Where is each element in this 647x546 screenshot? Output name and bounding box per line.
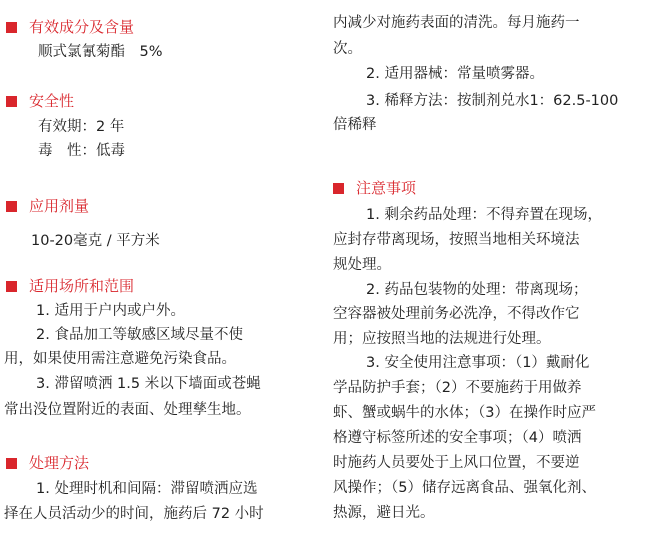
- heading-text: 有效成分及含量: [29, 18, 135, 36]
- notice-line: 时施药人员要处于上风口位置，不要逆: [333, 455, 580, 471]
- notice-line: 空容器被处理前务必洗净，不得改作它: [333, 306, 580, 322]
- section-heading-dosage: [6, 196, 89, 216]
- heading-text: 注意事项: [356, 179, 417, 197]
- safety-line-shelf-life: 有效期：2 年: [38, 119, 125, 135]
- notice-line: 2. 药品包装物的处理：带离现场；: [366, 282, 588, 298]
- notice-line: 用；应按照当地的法规进行处理。: [333, 331, 551, 347]
- section-heading-scope: [6, 276, 134, 296]
- section-heading-method: [6, 453, 89, 473]
- heading-text: 安全性: [29, 92, 75, 110]
- notice-line: 学品防护手套；（2）不要施药于用做养: [333, 380, 582, 396]
- notice-line: 虾、蟹或蜗牛的水体；（3）在操作时应严: [333, 405, 596, 421]
- notice-line: 3. 安全使用注意事项：（1）戴耐化: [366, 355, 590, 371]
- heading-text: 应用剂量: [29, 197, 90, 215]
- scope-line: 1. 适用于户内或户外。: [36, 303, 185, 319]
- dosage-line: 10-20毫克 / 平方米: [31, 233, 160, 249]
- square-bullet-icon: [6, 96, 17, 107]
- method-cont-line: 2. 适用器械：常量喷雾器。: [366, 66, 544, 82]
- square-bullet-icon: [333, 183, 344, 194]
- notice-line: 1. 剩余药品处理：不得弃置在现场，: [366, 207, 602, 223]
- scope-line: 用，如果使用需注意避免污染食品。: [4, 351, 236, 367]
- method-line: 择在人员活动少的时间，施药后 72 小时: [4, 506, 264, 522]
- method-cont-line: 内减少对施药表面的清洗。每月施药一: [333, 15, 580, 31]
- safety-line-toxicity: 毒 性：低毒: [38, 143, 125, 159]
- heading-text: 适用场所和范围: [29, 277, 135, 295]
- section-heading-composition: [6, 17, 134, 37]
- square-bullet-icon: [6, 458, 17, 469]
- notice-line: 热源，避日光。: [333, 505, 435, 521]
- section-heading-notice: [333, 178, 416, 198]
- scope-line: 2. 食品加工等敏感区域尽量不使: [36, 327, 243, 343]
- notice-line: 应封存带离现场，按照当地相关环境法: [333, 232, 580, 248]
- method-line: 1. 处理时机和间隔：滞留喷洒应选: [36, 481, 258, 497]
- scope-line: 常出没位置附近的表面、处理孳生地。: [4, 402, 251, 418]
- section-heading-safety: [6, 91, 74, 111]
- square-bullet-icon: [6, 281, 17, 292]
- method-cont-line: 倍稀释: [333, 117, 377, 133]
- method-cont-line: 3. 稀释方法：按制剂兑水1：62.5-100: [366, 93, 619, 109]
- scope-line: 3. 滞留喷洒 1.5 米以下墙面或苍蝇: [36, 376, 261, 392]
- notice-line: 规处理。: [333, 257, 391, 273]
- composition-line: 顺式氯氰菊酯 5%: [38, 44, 163, 60]
- notice-line: 风操作；（5）储存远离食品、强氧化剂、: [333, 480, 596, 496]
- notice-line: 格遵守标签所述的安全事项；（4）喷洒: [333, 430, 582, 446]
- square-bullet-icon: [6, 22, 17, 33]
- method-cont-line: 次。: [333, 41, 362, 57]
- heading-text: 处理方法: [29, 454, 90, 472]
- square-bullet-icon: [6, 201, 17, 212]
